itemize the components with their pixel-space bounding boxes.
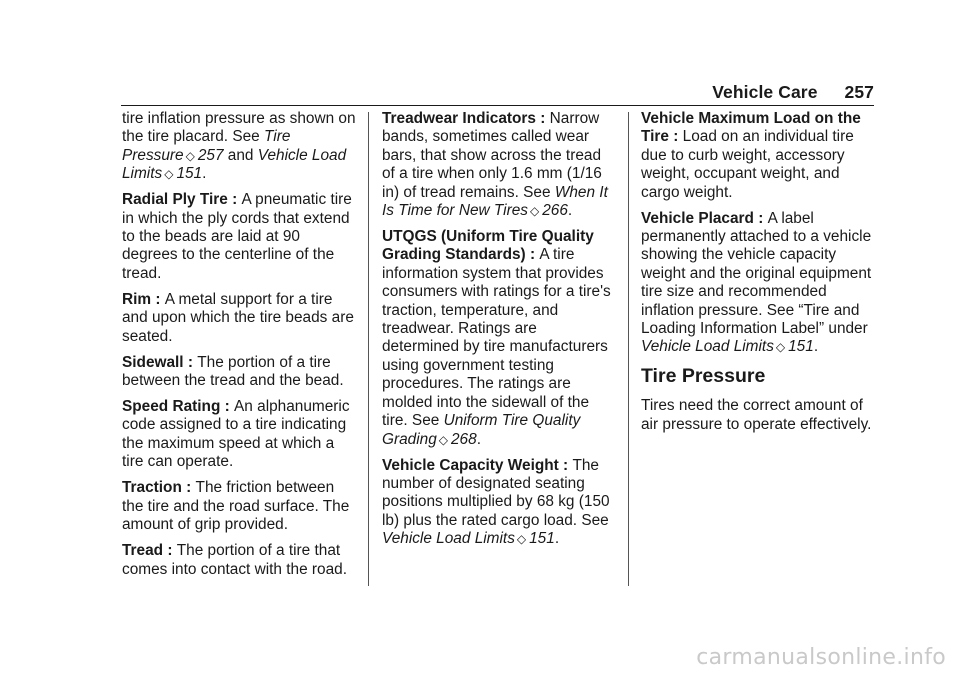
link-vehicle-load-limits[interactable]: Vehicle Load Limits ◇ 151 — [122, 146, 347, 183]
definition-tread: Tread : The portion of a tire that comes into contact with the road. — [122, 542, 347, 578]
link-tire-pressure[interactable]: Tire Pressure ◇ 257 — [122, 128, 291, 164]
page-number: 257 — [844, 82, 874, 102]
definition-utqgs: UTQGS (Uniform Tire Quality Grading Standards) : A tire information system that provides consumers with ratings for a tire's traction, temperature, and treadwear. Ratings are determined by tire manufacturers using government testing procedures. The ratings are molded into the sidewall of the tire. See Uniform Tire Quality Grading ◇ 268. — [382, 228, 611, 448]
paragraph-continuation: tire inflation pressure as shown on the tire placard. See Tire Pressure ◇ 257 and Vehicle Load Limits ◇ 151. — [122, 110, 356, 183]
watermark: carmanualsonline.info — [696, 645, 946, 670]
definition-vehicle-placard: Vehicle Placard : A label permanently attached to a vehicle showing the vehicle capacity weight and the original equipment tire size and recommended inflation pressure. See “Tire and Loading Information Label” under Vehicle Load Limits ◇ 151. — [641, 209, 872, 356]
definition-traction: Traction : The friction between the tire and the road surface. The amount of grip provided. — [122, 479, 350, 534]
link-uniform-tire-quality-grading[interactable]: Uniform Tire Quality Grading ◇ 268 — [382, 412, 581, 448]
column-1 — [122, 110, 358, 587]
page-reference-arrow-icon: ◇ — [516, 532, 527, 547]
definition-vehicle-maximum-load: Vehicle Maximum Load on the Tire : Load on an individual tire due to curb weight, accessory weight, occupant weight, and cargo weight. — [641, 110, 861, 201]
definition-treadwear-indicators: Treadwear Indicators : Narrow bands, sometimes called wear bars, that show across the tread of a tire when only 1.6 mm (1/16 in) of tread remains. See When It Is Time for New Tires ◇ 266. — [382, 110, 608, 220]
page-reference-arrow-icon: ◇ — [164, 167, 174, 182]
column-2 — [382, 110, 618, 556]
definition-rim: Rim : A metal support for a tire and upon which the tire beads are seated. — [122, 290, 354, 345]
paragraph-tire-pressure: Tires need the correct amount of air pressure to operate effectively. — [641, 397, 872, 433]
section-title: Vehicle Care — [712, 82, 818, 102]
definition-vehicle-capacity-weight: Vehicle Capacity Weight : The number of designated seating positions multiplied by 68 kg (150 lb) plus the rated cargo load. See Vehicle Load Limits ◇ 151. — [382, 456, 610, 548]
page-reference-arrow-icon: ◇ — [185, 148, 195, 163]
link-new-tires[interactable]: When It Is Time for New Tires ◇ 266 — [382, 183, 608, 220]
definition-sidewall: Sidewall : The portion of a tire between the tread and the bead. — [122, 353, 344, 390]
page-reference-arrow-icon: ◇ — [438, 432, 448, 447]
page-reference-arrow-icon: ◇ — [529, 204, 540, 219]
column-3 — [641, 110, 877, 442]
page-reference-arrow-icon: ◇ — [775, 340, 786, 355]
column-divider-2 — [628, 112, 629, 586]
definition-radial-ply-tire: Radial Ply Tire : A pneumatic tire in which the ply cords that extend to the beads are laid at 90 degrees to the centerline of the tread. — [122, 191, 352, 282]
link-vehicle-load-limits[interactable]: Vehicle Load Limits ◇ 151 — [382, 530, 555, 548]
column-divider-1 — [368, 112, 369, 586]
link-vehicle-load-limits[interactable]: Vehicle Load Limits ◇ 151 — [641, 338, 814, 356]
section-heading-tire-pressure: Tire Pressure — [641, 365, 766, 388]
definition-speed-rating: Speed Rating : An alphanumeric code assigned to a tire indicating the maximum speed at which a tire can operate. — [122, 398, 350, 471]
header-rule — [121, 105, 874, 106]
page-header — [712, 82, 874, 103]
